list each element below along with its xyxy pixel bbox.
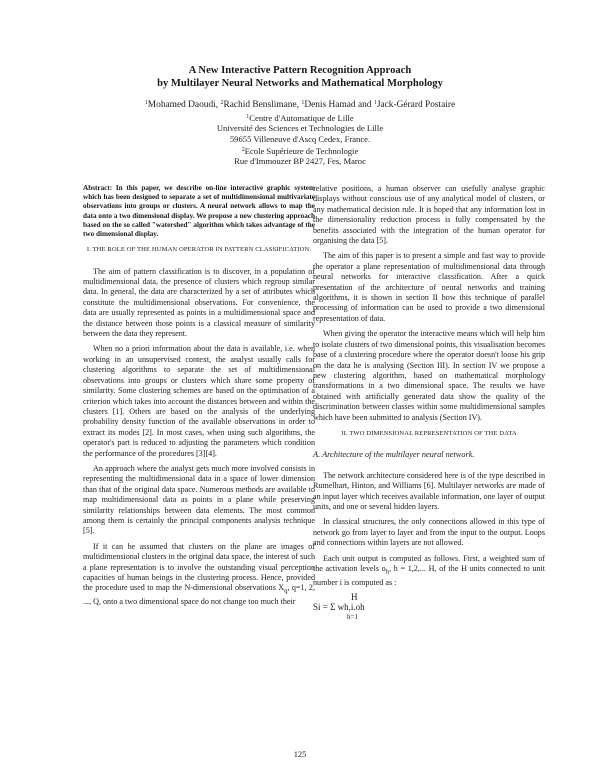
section-2-paragraph-2: In classical structures, the only connections allowed in this type of network go from layer to layer and from the input to the output. Loops and connections within layers are not allowed. bbox=[313, 517, 545, 548]
author-3-marker: 1 bbox=[301, 100, 305, 106]
affiliation-2-address: Rue d'Immouzer BP 2427, Fes, Maroc bbox=[234, 156, 366, 166]
section-1-paragraph-2: When no a priori information about the data is available, i.e. when working in an unsupervised context, the analyst usually calls for clustering algorithms to separate the set of multidimensional observations into groups or clusters which share some property of similarity. Some clustering schemes are based on the optimisation of a criterion which takes into account the distances between and within the clusters [1]. Others are based on the analysis of the underlying probability density function of the available observations in order to extract its modes [2]. In most cases, when using such algorithms, the operator's part is reduced to adjusting the parameters which condition the performance of the procedures [3][4]. bbox=[83, 344, 315, 458]
affiliation-2-name: Ecole Supérieure de Technologie bbox=[244, 146, 359, 156]
section-1-paragraph-4 bbox=[83, 542, 315, 608]
section-1-paragraph-5: relative positions, a human observer can usefully analyse graphic displays without conscious use of any analytical model of clusters, or any mathematical decision rule. It is hoped that any information lost in the dimensionality reduction process is fully compensated by the benefits associated with the integration of the human operator for organising the data [5]. bbox=[313, 184, 545, 246]
section-1-paragraph-4-text: If it can be assumed that clusters on the plane are images of multidimensional clusters in the original data space, the interest of such a plane representation is to involve the outstanding visual perception capacities of human beings in the clustering process. Hence, provided the procedure used to map the N-dimensional observations X bbox=[83, 541, 315, 593]
author-4-marker: 1 bbox=[373, 100, 377, 106]
author-3: Denis Hamad and bbox=[304, 100, 374, 110]
formula-lower-limit: h=1 bbox=[347, 613, 358, 622]
weighted-sum-formula bbox=[313, 592, 545, 624]
author-1: Mohamed Daoudi, bbox=[147, 100, 221, 110]
left-column bbox=[83, 184, 315, 608]
activation-subscript: h bbox=[385, 568, 390, 576]
section-2a-subheading: A. Architecture of the multilayer neural network. bbox=[313, 450, 475, 460]
affiliation-1-address: 59655 Villeneuve d'Ascq Cedex, France. bbox=[229, 134, 371, 144]
affiliation-1-university: Université des Sciences et Technologies de Lille bbox=[216, 123, 384, 133]
paper-title-line1: A New Interactive Pattern Recognition Approach bbox=[188, 65, 412, 76]
section-1-paragraph-3: An approach where the analyst gets much more involved consists in representing the multidimensional data in a space of lower dimension than that of the original data space. Numerous methods are available to map multidimensional data as points in a plane while preserving similarity relationships between data elements. The most common among them is certainly the principal components analysis technique [5]. bbox=[83, 463, 315, 536]
author-2-marker: 2 bbox=[220, 100, 224, 106]
affiliation-2-marker: 2 bbox=[241, 147, 245, 153]
section-2-heading: II. TWO DIMENSIONAL REPRESENTATION OF THE DATA bbox=[341, 429, 517, 437]
author-list bbox=[60, 98, 540, 111]
section-2-paragraph-1: The network architecture considered here is of the type described in Rumelhart, Hinton, and Williams [6]. Multilayer networks are made of an input layer which receives available information, one layer of output units, and one or several hidden layers. bbox=[313, 470, 545, 511]
page-number: 125 bbox=[293, 750, 307, 759]
author-2: Rachid Benslimane, bbox=[223, 100, 302, 110]
paper-title-line2: by Multilayer Neural Networks and Mathematical Morphology bbox=[157, 78, 443, 89]
formula-upper-limit: H bbox=[351, 592, 358, 603]
section-1-paragraph-6: The aim of this paper is to present a simple and fast way to provide the operator a plane representation of multidimensional data through neural networks for interactive classification. After a quick presentation of the architecture of neural networks and training algorithms, it is shown in section II how this technique of parallel processing of information can be used to provide a two dimensional representation of data. bbox=[313, 251, 545, 323]
section-1-paragraph-1: The aim of pattern classification is to discover, in a population of multidimensional data, the presence of clusters which regroup similar data. In general, the data are characterized by a set of attributes which constitute the multidimensional observations. For convenience, the data are usually represented as points in a multidimensional space and the distance between those points is a classical measure of similarity between the data they represent. bbox=[83, 266, 315, 339]
author-1-marker: 1 bbox=[144, 100, 148, 106]
section-1-paragraph-7: When giving the operator the interactive means which will help him to isolate clusters of two dimensional points, this visualisation becomes base of a clustering procedure where the operator doesn't loose his grip on the data he is analysing (Section III). In section IV we propose a new clustering algorithm, based on mathematical morphology transformations in a two dimensional space. The results we have obtained with artificially generated data show the quality of the discrimination between classes within some multidimensional samples which have been submitted to analysis (Section IV). bbox=[313, 329, 545, 422]
affiliation-1-marker: 1 bbox=[246, 114, 250, 120]
affiliation-1-name: Centre d'Automatique de Lille bbox=[249, 113, 354, 123]
section-2-paragraph-3-end: , h = 1,2,... H, of the H units connected to unit number i is computed as : bbox=[313, 564, 545, 588]
section-1-paragraph-4-end: , q=1, 2, ..., Q, onto a two dimensional space do not change too much their bbox=[83, 583, 316, 607]
observation-subscript: q bbox=[284, 588, 288, 596]
formula-body: Si = Σ wh,i.oh bbox=[313, 602, 365, 613]
section-1-heading: I. THE ROLE OF THE HUMAN OPERATOR IN PATTERN CLASSIFICATION. bbox=[86, 246, 312, 254]
right-column bbox=[313, 184, 545, 624]
section-2-paragraph-3 bbox=[313, 554, 545, 589]
author-4: Jack-Gérard Postaire bbox=[376, 100, 456, 110]
section-2-paragraph-3-text: Each unit output is computed as follows. First, a weighted sum of the activation levels o bbox=[313, 553, 545, 573]
abstract: Abstract: In this paper, we describe on-line interactive graphic system which has been designed to separate a set of multidimensional multivariate observations into groups or clusters. A neural network allows to map the data onto a two dimensional display. We propose a new clustering approach based on the so called "watershed" algorithm which takes advantage of the two dimensional display. bbox=[83, 184, 315, 239]
